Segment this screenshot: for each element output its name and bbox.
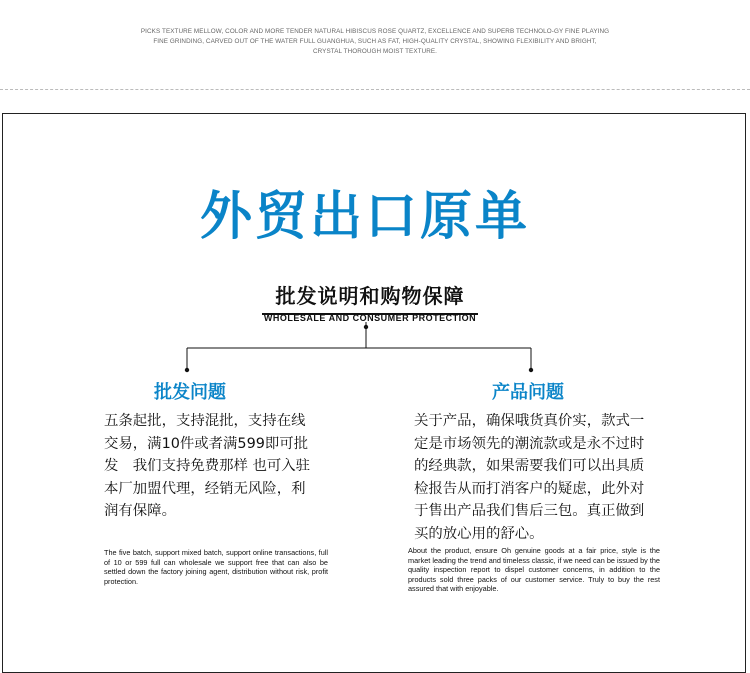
section-title-english: WHOLESALE AND CONSUMER PROTECTION xyxy=(263,313,477,323)
connector-diagram xyxy=(0,320,750,380)
wholesale-body: 五条起批，支持混批，支持在线交易，满10件或者满599即可批发 我们支持免费那样 也可入驻本厂加盟代理，经销无风险，利润有保障。 xyxy=(104,413,311,519)
product-body: 关于产品，确保哦货真价实，款式一定是市场领先的潮流款或是永不过时的经典款，如果需要我们可以出具质检报告从而打消客户的疑虑，此外对于售出产品我们售后三包。真正做到买的放心用的舒心。 xyxy=(414,413,645,542)
intro-text: PICKS TEXTURE MELLOW, COLOR AND MORE TENDER NATURAL HIBISCUS ROSE QUARTZ, EXCELLENCE AND SUPERB TECHNOLO-GY FINE PLAYING FINE GRINDING, CARVED OUT OF THE WATER FULL GUANGHUA, SUCH AS FAT, HIGH-QUALITY CRYSTAL, SHOWING FLEXIBILITY AND BRIGHT, CRYSTAL THOROUGH MOIST TEXTURE. xyxy=(140,28,610,55)
connector-right-dot xyxy=(529,368,533,372)
product-english: About the product, ensure Oh genuine goods at a fair price, style is the market leading the trend and timeless classic, if we need can be issued by the quality inspection report to dispel customer concerns, in addition to the products sold three packs of our customer service. Truly to buy the rest assured that with enjoyable. xyxy=(408,546,660,593)
connector-left-dot xyxy=(185,368,189,372)
main-title: 外贸出口原单 xyxy=(199,187,530,247)
wholesale-english: The five batch, support mixed batch, support online transactions, full of 10 or 599 full can wholesale we support free that can also be settled down the factory joining agent, distribution without risk, profit protection. xyxy=(104,548,328,586)
section-title: 批发说明和购物保障 xyxy=(262,281,478,315)
dashed-divider xyxy=(0,89,750,90)
product-title: 产品问题 xyxy=(492,382,564,403)
wholesale-title: 批发问题 xyxy=(154,382,226,403)
connector-top-dot xyxy=(364,325,368,329)
